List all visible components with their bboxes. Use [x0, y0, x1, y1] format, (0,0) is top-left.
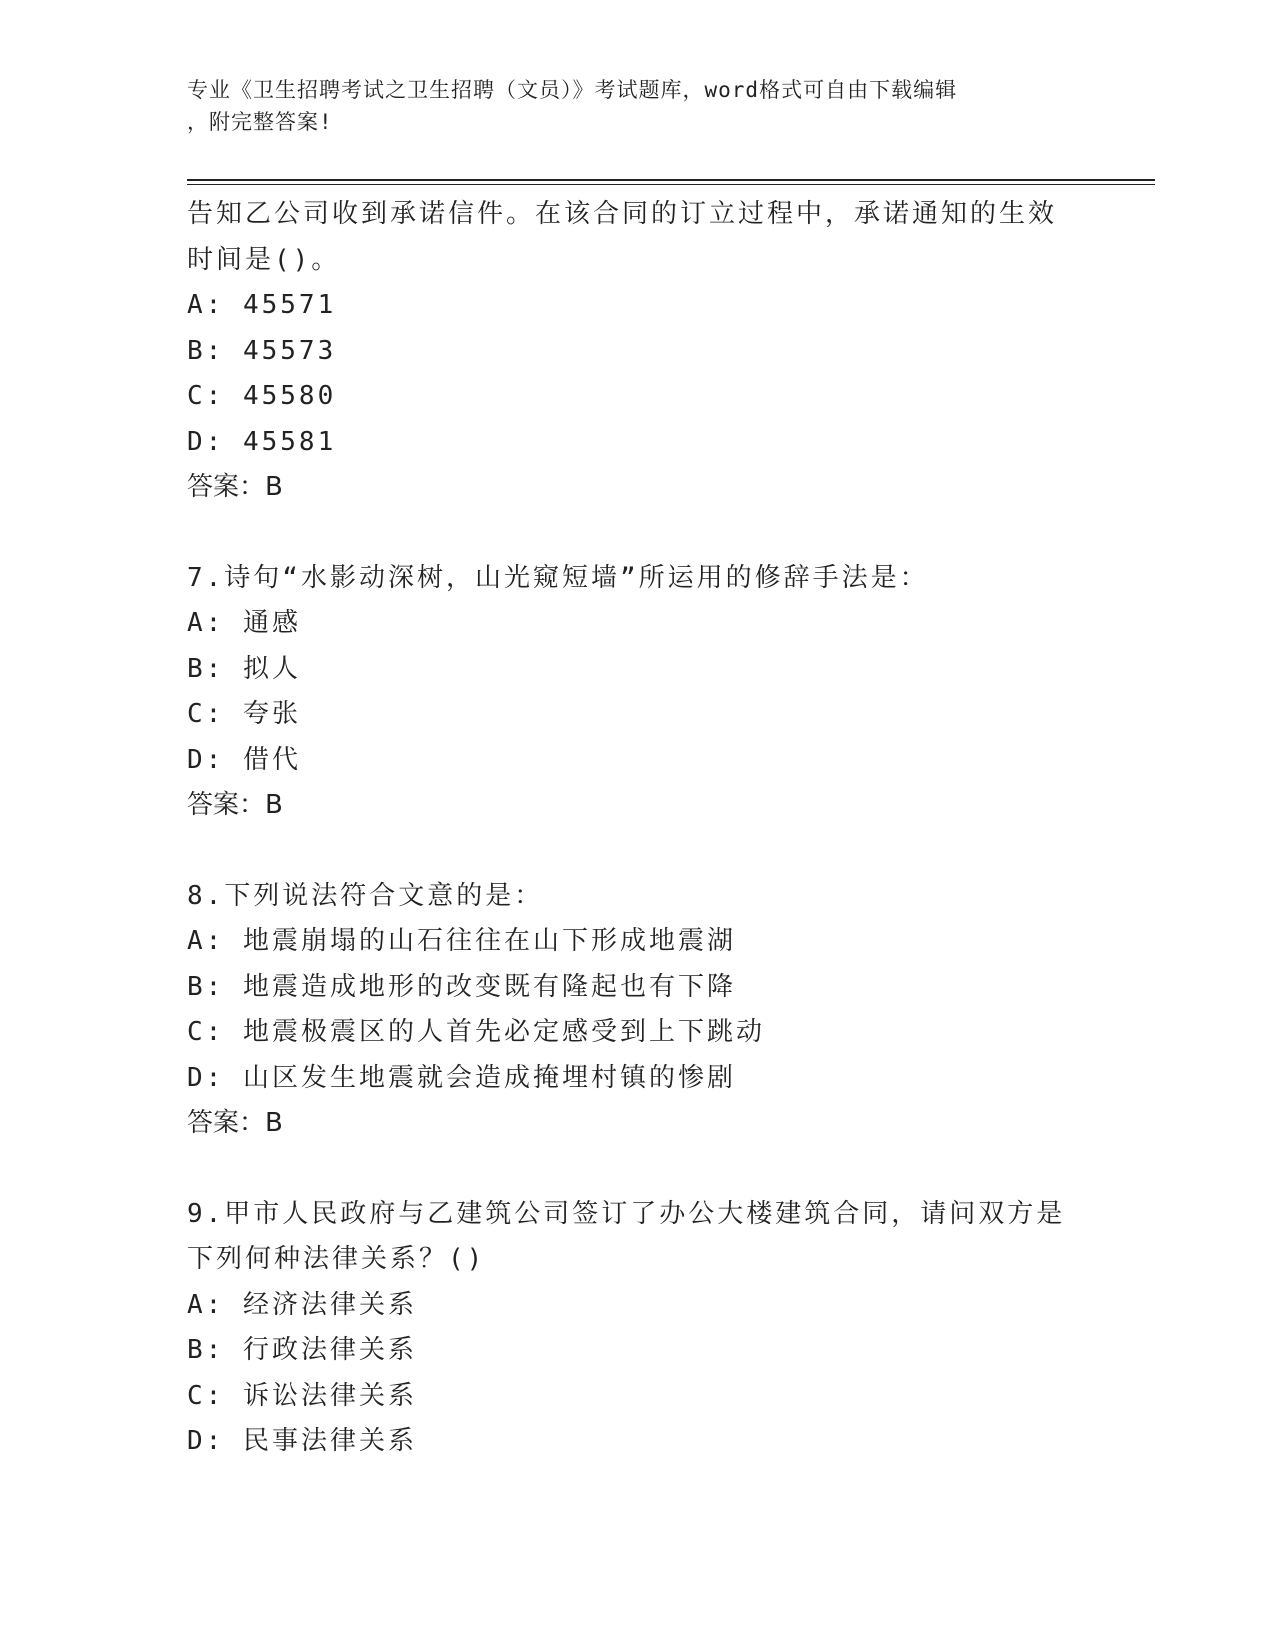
question-text: 7.诗句“水影动深树，山光窥短墙”所运用的修辞手法是： — [187, 562, 929, 593]
header-line-1: 专业《卫生招聘考试之卫生招聘（文员）》考试题库，word格式可自由下载编辑 — [187, 78, 958, 102]
option-d: D: 45581 — [187, 426, 337, 457]
option-c: C: 45580 — [187, 381, 337, 411]
answer-line: 答案：B — [187, 1108, 283, 1138]
option-b: B: 行政法律关系 — [187, 1335, 417, 1365]
question-text: 告知乙公司收到承诺信件。在该合同的订立过程中，承诺通知的生效 — [187, 199, 1058, 229]
question-text: 9.甲市人民政府与乙建筑公司签订了办公大楼建筑合同，请问双方是 — [187, 1198, 1066, 1229]
question-spacer — [187, 829, 1067, 874]
option-d: D: 山区发生地震就会造成掩埋村镇的惨剧 — [187, 1062, 736, 1093]
option-b: B: 拟人 — [187, 653, 301, 684]
option-a: A: 通感 — [187, 608, 301, 638]
question-8 — [187, 874, 1067, 1147]
option-d: D: 借代 — [187, 744, 301, 775]
option-b: B: 地震造成地形的改变既有隆起也有下降 — [187, 971, 736, 1002]
header-divider-thick — [187, 179, 1155, 181]
option-c: C: 夸张 — [187, 699, 301, 729]
option-b: B: 45573 — [187, 335, 337, 366]
question-text: 下列何种法律关系？() — [187, 1244, 486, 1274]
question-spacer — [187, 1147, 1067, 1192]
option-d: D: 民事法律关系 — [187, 1426, 417, 1456]
option-c: C: 地震极震区的人首先必定感受到上下跳动 — [187, 1017, 765, 1047]
header-divider-thin — [187, 184, 1155, 185]
option-a: A: 地震崩塌的山石往往在山下形成地震湖 — [187, 926, 736, 956]
question-text: 8.下列说法符合文意的是： — [187, 880, 544, 911]
question-7 — [187, 556, 1067, 829]
question-text: 时间是()。 — [187, 244, 341, 275]
question-6 — [187, 192, 1067, 511]
option-a: A: 经济法律关系 — [187, 1289, 417, 1320]
answer-line: 答案：B — [187, 472, 283, 502]
answer-line: 答案：B — [187, 790, 283, 820]
option-a: A: 45571 — [187, 290, 337, 320]
document-header — [187, 74, 1067, 138]
option-c: C: 诉讼法律关系 — [187, 1380, 417, 1411]
header-line-2: ，附完整答案! — [187, 110, 333, 134]
document-body — [187, 192, 1067, 1465]
question-spacer — [187, 511, 1067, 556]
question-9 — [187, 1192, 1067, 1465]
